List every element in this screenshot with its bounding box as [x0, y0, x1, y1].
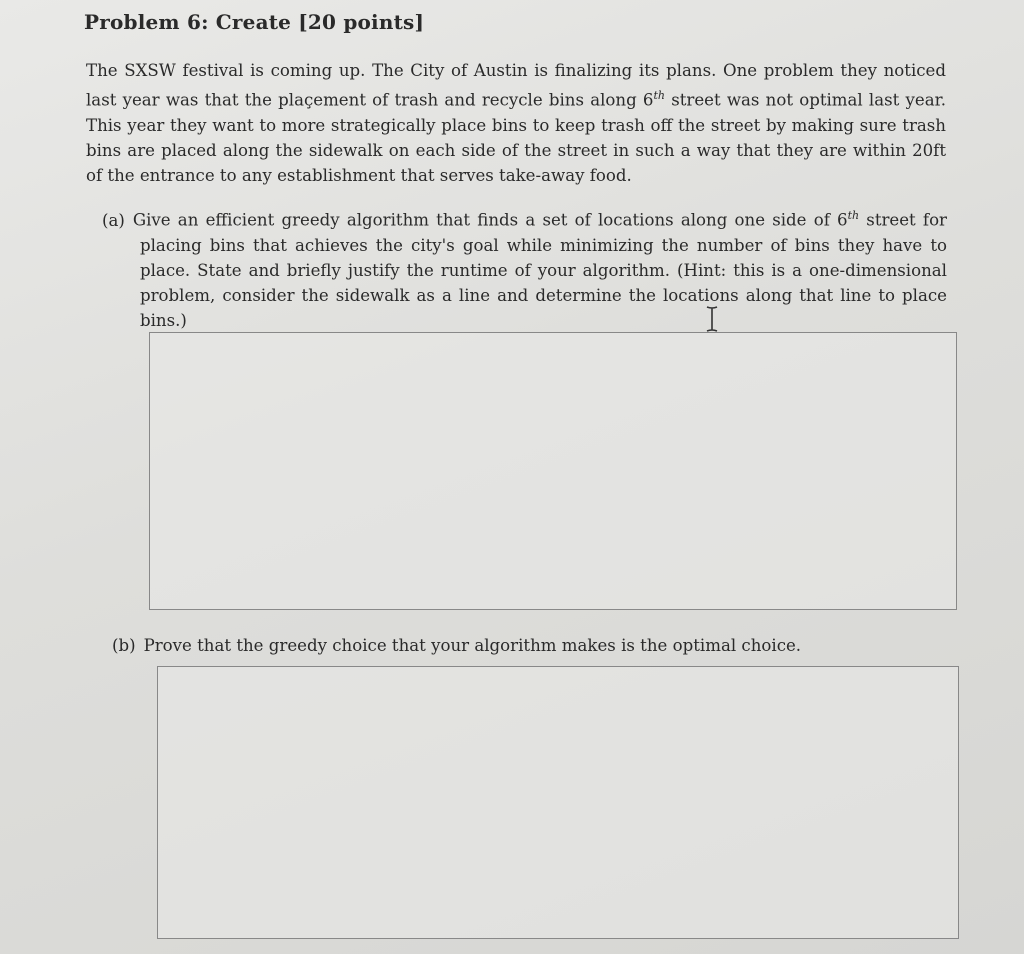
problem-title: Problem 6: Create [20 points] [84, 10, 425, 34]
text-cursor-icon [704, 304, 720, 334]
part-a-superscript: th [847, 209, 860, 222]
intro-text-1: The SXSW festival is coming up. The City of Austin is finalizing its plans. One problem they noticed last year was that the plaçement of trash and recycle bins along 6 [86, 61, 946, 110]
part-a-text-2: street for placing bins that achieves the city's goal while minimizing the number of bins they have to place. State and briefly justify the runtime of your algorithm. (Hint: this is a one-dimensional problem, consider the sidewalk as a line and determine the locations along that line to place bins.) [140, 210, 947, 330]
part-b-question [112, 633, 912, 658]
part-b-label: (b) [112, 636, 136, 655]
intro-text-2: street was not optimal last year. This year they want to more strategically place bins to keep trash off the street by making sure trash bins are placed along the sidewalk on each side of the street in such a way that they are within 20ft of the entrance to any establishment that serves take-away food. [86, 90, 946, 185]
problem-intro [86, 58, 946, 188]
part-a-text-1: Give an efficient greedy algorithm that finds a set of locations along one side of 6 [132, 210, 848, 230]
part-a-answer-box[interactable] [149, 332, 957, 610]
intro-superscript: th [653, 89, 665, 102]
part-a-label: (a) [102, 210, 125, 230]
part-b-text: Prove that the greedy choice that your algorithm makes is the optimal choice. [143, 636, 802, 655]
part-a-question [102, 203, 947, 333]
part-b-answer-box[interactable] [157, 666, 959, 939]
